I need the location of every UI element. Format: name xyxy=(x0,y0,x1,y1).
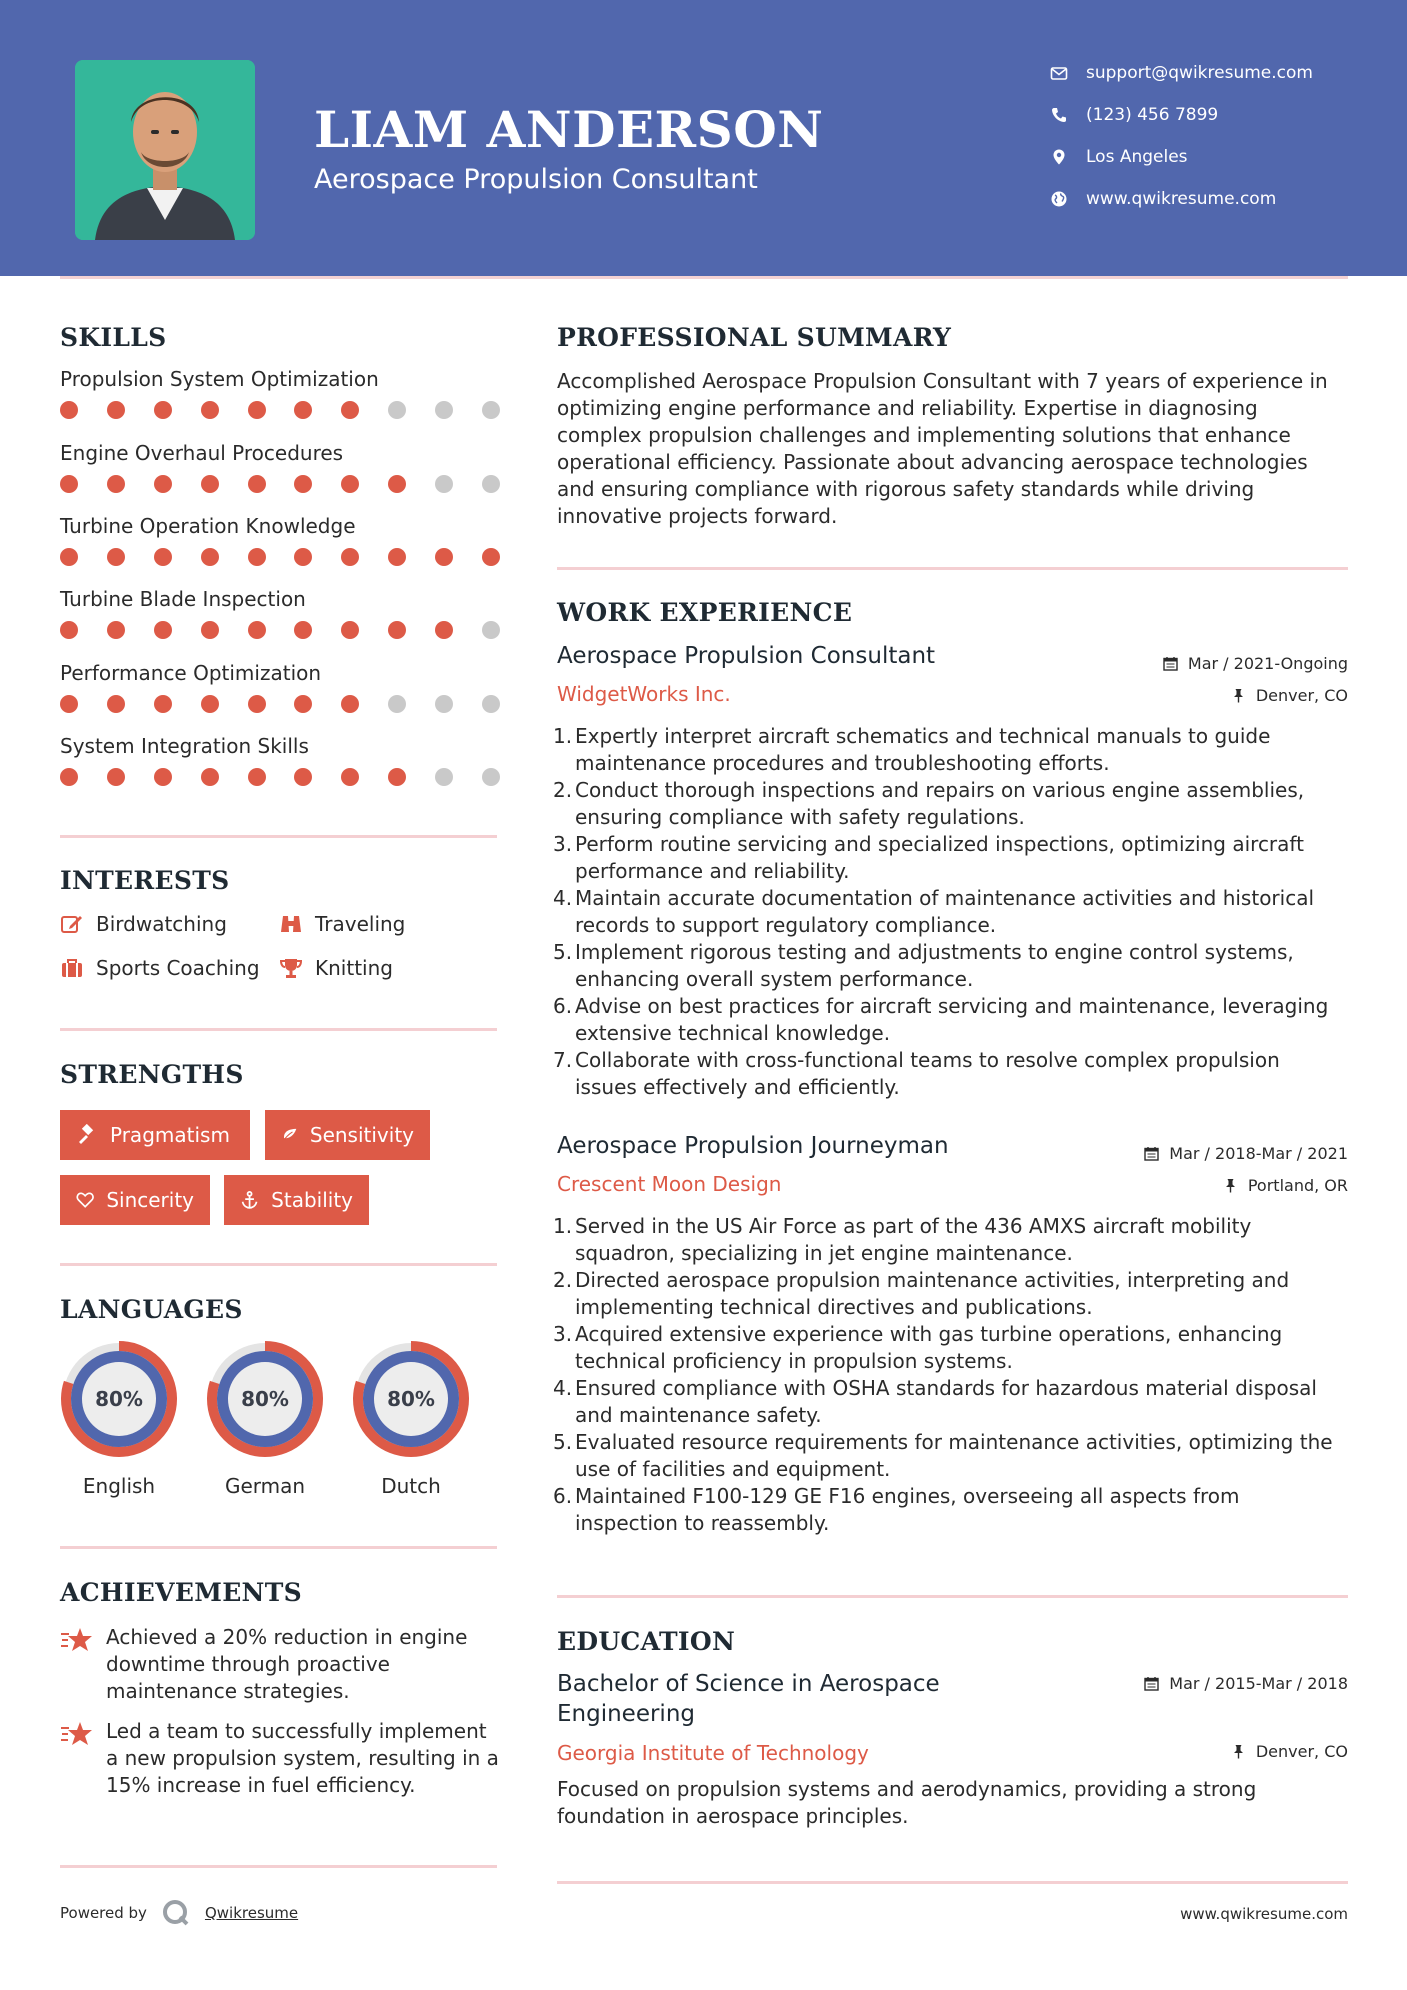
interest-label: Traveling xyxy=(315,912,406,936)
achievements-heading: ACHIEVEMENTS xyxy=(60,1578,302,1607)
job-location xyxy=(1231,686,1348,705)
skill-item xyxy=(60,734,500,786)
rating-dot-filled xyxy=(248,621,266,639)
contact-location xyxy=(1050,136,1390,178)
list-item-text: Implement rigorous testing and adjustments to engine control systems, enhancing overall system performance. xyxy=(575,940,1294,991)
rating-dot-filled xyxy=(294,475,312,493)
interests-heading: INTERESTS xyxy=(60,866,230,895)
job-title: Aerospace Propulsion Consultant xyxy=(557,643,936,669)
candidate-title: Aerospace Propulsion Consultant xyxy=(314,164,758,195)
interest-item xyxy=(279,912,405,936)
job-title: Aerospace Propulsion Journeyman xyxy=(557,1133,949,1159)
rating-dot-empty xyxy=(482,401,500,419)
pushpin-icon xyxy=(1231,1744,1246,1759)
section-divider xyxy=(60,1028,497,1031)
achievement-item xyxy=(60,1624,500,1705)
strength-tag xyxy=(60,1110,250,1160)
language-percent: 80% xyxy=(387,1387,435,1411)
candidate-name: LIAM ANDERSON xyxy=(314,100,824,159)
rating-dot-filled xyxy=(154,621,172,639)
calendar-icon xyxy=(1144,1676,1159,1691)
strength-label: Pragmatism xyxy=(110,1123,230,1147)
list-item: 2. Directed aerospace propulsion maintenance activities, interpreting and implementing technical directives and publications. xyxy=(553,1268,1290,1319)
rating-dot-filled xyxy=(388,475,406,493)
contact-website[interactable] xyxy=(1050,178,1390,220)
skill-item xyxy=(60,661,500,713)
strength-tag xyxy=(60,1175,210,1225)
rating-dot-filled xyxy=(107,768,125,786)
skills-heading: SKILLS xyxy=(60,323,167,352)
star-icon xyxy=(60,1626,94,1656)
interest-label: Birdwatching xyxy=(96,912,227,936)
rating-dot-filled xyxy=(201,475,219,493)
list-item: 3. Perform routine servicing and specialized inspections, optimizing aircraft performance and reliability. xyxy=(553,832,1304,883)
rating-dot-empty xyxy=(388,695,406,713)
rating-dot-filled xyxy=(107,401,125,419)
resume-header xyxy=(0,0,1407,276)
list-item: 2. Conduct thorough inspections and repairs on various engine assemblies, ensuring compliance with safety regulations. xyxy=(553,778,1305,829)
list-item-text: Ensured compliance with OSHA standards for hazardous material disposal and maintenance safety. xyxy=(575,1376,1317,1427)
star-icon xyxy=(60,1720,94,1750)
rating-dot-filled xyxy=(294,621,312,639)
school-name: Georgia Institute of Technology xyxy=(557,1741,869,1765)
education-location-text: Denver, CO xyxy=(1255,1742,1348,1761)
strength-label: Sensitivity xyxy=(309,1123,414,1147)
list-item: 1. Served in the US Air Force as part of the 436 AMXS aircraft mobility squadron, specializing in jet engine maintenance. xyxy=(553,1214,1252,1265)
list-item: 1. Expertly interpret aircraft schematics and technical manuals to guide maintenance procedures and troubleshooting efforts. xyxy=(553,724,1271,775)
skill-name: System Integration Skills xyxy=(60,734,309,758)
anchor-icon xyxy=(240,1189,259,1211)
education-heading: EDUCATION xyxy=(557,1627,736,1656)
achievement-text: Achieved a 20% reduction in engine downtime through proactive maintenance strategies. xyxy=(106,1625,468,1703)
job-dates xyxy=(1163,654,1348,673)
strength-tag xyxy=(265,1110,430,1160)
rating-dot-empty xyxy=(435,401,453,419)
rating-dot-filled xyxy=(388,768,406,786)
job-location-text: Portland, OR xyxy=(1247,1176,1348,1195)
rating-dot-filled xyxy=(60,768,78,786)
section-divider xyxy=(60,1546,497,1549)
profile-photo xyxy=(75,60,255,240)
contact-list xyxy=(1050,52,1390,220)
skill-rating xyxy=(60,695,500,713)
list-item-text: Maintain accurate documentation of maintenance activities and historical records to support regulatory compliance. xyxy=(575,886,1315,937)
brand-link[interactable]: Qwikresume xyxy=(204,1904,299,1922)
interest-item xyxy=(279,956,393,980)
achievement-text: Led a team to successfully implement a new propulsion system, resulting in a 15% increase in fuel efficiency. xyxy=(106,1719,499,1797)
degree-line-1: Bachelor of Science in Aerospace xyxy=(557,1671,940,1697)
section-divider xyxy=(557,567,1348,570)
interest-item xyxy=(60,956,260,980)
language-item xyxy=(58,1338,180,1498)
language-label: English xyxy=(82,1474,156,1498)
list-item-text: Expertly interpret aircraft schematics and technical manuals to guide maintenance procedures and troubleshooting efforts. xyxy=(575,724,1271,775)
rating-dot-filled xyxy=(107,475,125,493)
section-divider xyxy=(557,1881,1348,1884)
rating-dot-filled xyxy=(154,768,172,786)
list-item-text: Evaluated resource requirements for maintenance activities, optimizing the use of facilities and equipment. xyxy=(575,1430,1333,1481)
skill-rating xyxy=(60,621,500,639)
strengths-heading: STRENGTHS xyxy=(60,1060,244,1089)
job-responsibilities xyxy=(553,1213,1347,1537)
list-item-text: Advise on best practices for aircraft servicing and maintenance, leveraging extensive technical knowledge. xyxy=(575,994,1329,1045)
job-dates xyxy=(1144,1144,1348,1163)
language-percent: 80% xyxy=(241,1387,289,1411)
skill-name: Propulsion System Optimization xyxy=(60,367,379,391)
section-divider xyxy=(60,1263,497,1266)
rating-dot-empty xyxy=(482,695,500,713)
envelope-icon xyxy=(1050,64,1068,82)
job-company: Crescent Moon Design xyxy=(557,1172,782,1196)
skill-name: Turbine Operation Knowledge xyxy=(60,514,356,538)
rating-dot-empty xyxy=(482,768,500,786)
rating-dot-filled xyxy=(482,548,500,566)
rating-dot-empty xyxy=(388,401,406,419)
skill-rating xyxy=(60,768,500,786)
list-item-text: Conduct thorough inspections and repairs on various engine assemblies, ensuring compliance with safety regulations. xyxy=(575,778,1305,829)
rating-dot-filled xyxy=(201,621,219,639)
rating-dot-filled xyxy=(154,695,172,713)
skill-rating xyxy=(60,475,500,493)
job-location xyxy=(1223,1176,1348,1195)
section-divider xyxy=(557,1595,1348,1598)
heart-icon xyxy=(76,1189,94,1211)
rating-dot-empty xyxy=(482,475,500,493)
achievement-item xyxy=(60,1718,500,1799)
rating-dot-filled xyxy=(341,621,359,639)
rating-dot-filled xyxy=(154,401,172,419)
education-description: Focused on propulsion systems and aerodynamics, providing a strong foundation in aerospace principles. xyxy=(557,1777,1257,1828)
contact-email-text: support@qwikresume.com xyxy=(1086,63,1313,83)
rating-dot-filled xyxy=(248,548,266,566)
rating-dot-filled xyxy=(248,768,266,786)
rating-dot-filled xyxy=(201,401,219,419)
interest-label: Knitting xyxy=(315,956,393,980)
strength-tag xyxy=(224,1175,369,1225)
powered-by-text: Powered by xyxy=(60,1904,147,1922)
list-item: 5. Evaluated resource requirements for maintenance activities, optimizing the use of facilities and equipment. xyxy=(553,1430,1333,1481)
skill-name: Engine Overhaul Procedures xyxy=(60,441,344,465)
job-company: WidgetWorks Inc. xyxy=(557,682,731,706)
footer-website[interactable]: www.qwikresume.com xyxy=(1180,1905,1348,1923)
list-item-text: Directed aerospace propulsion maintenance activities, interpreting and implementing technical directives and publications. xyxy=(575,1268,1290,1319)
degree-line-2: Engineering xyxy=(557,1701,695,1727)
contact-email[interactable] xyxy=(1050,52,1390,94)
skill-rating xyxy=(60,401,500,419)
list-item: 4. Ensured compliance with OSHA standards for hazardous material disposal and maintenance safety. xyxy=(553,1376,1317,1427)
contact-location-text: Los Angeles xyxy=(1086,147,1188,167)
rating-dot-filled xyxy=(248,695,266,713)
list-item-text: Collaborate with cross-functional teams to resolve complex propulsion issues effectively and efficiently. xyxy=(575,1048,1280,1099)
rating-dot-filled xyxy=(60,621,78,639)
rating-dot-filled xyxy=(435,621,453,639)
globe-icon xyxy=(1050,190,1068,208)
rating-dot-empty xyxy=(435,695,453,713)
language-label: Dutch xyxy=(381,1474,441,1498)
education-dates-text: Mar / 2015-Mar / 2018 xyxy=(1169,1674,1348,1693)
rating-dot-empty xyxy=(435,768,453,786)
location-pin-icon xyxy=(1050,148,1068,166)
education-location xyxy=(1231,1742,1348,1761)
gavel-icon xyxy=(76,1124,98,1146)
education-dates xyxy=(1144,1674,1348,1693)
language-percent: 80% xyxy=(95,1387,143,1411)
qwikresume-logo-icon xyxy=(161,1898,191,1928)
pushpin-icon xyxy=(1231,688,1246,703)
rating-dot-filled xyxy=(201,548,219,566)
strength-label: Sincerity xyxy=(106,1188,194,1212)
rating-dot-filled xyxy=(388,548,406,566)
rating-dot-filled xyxy=(435,548,453,566)
rating-dot-filled xyxy=(201,695,219,713)
skill-item xyxy=(60,587,500,639)
rating-dot-filled xyxy=(60,475,78,493)
interest-label: Sports Coaching xyxy=(96,956,260,980)
rating-dot-filled xyxy=(341,401,359,419)
rating-dot-empty xyxy=(482,621,500,639)
rating-dot-filled xyxy=(107,695,125,713)
language-item xyxy=(350,1338,472,1498)
languages-heading: LANGUAGES xyxy=(60,1295,243,1324)
briefcase-icon xyxy=(60,956,84,980)
list-item: 7. Collaborate with cross-functional teams to resolve complex propulsion issues effectively and efficiently. xyxy=(553,1048,1280,1099)
footer-powered-by xyxy=(60,1898,298,1928)
binoculars-icon xyxy=(279,912,303,936)
list-item-text: Served in the US Air Force as part of the 436 AMXS aircraft mobility squadron, specializing in jet engine maintenance. xyxy=(575,1214,1252,1265)
section-divider xyxy=(60,835,497,838)
rating-dot-filled xyxy=(341,695,359,713)
strength-label: Stability xyxy=(271,1188,353,1212)
rating-dot-filled xyxy=(107,548,125,566)
list-item-text: Acquired extensive experience with gas turbine operations, enhancing technical proficiency in propulsion systems. xyxy=(575,1322,1283,1373)
job-location-text: Denver, CO xyxy=(1255,686,1348,705)
skill-item xyxy=(60,441,500,493)
rating-dot-filled xyxy=(294,548,312,566)
skill-item xyxy=(60,367,500,419)
section-divider xyxy=(60,1865,497,1868)
summary-heading: PROFESSIONAL SUMMARY xyxy=(557,323,952,352)
calendar-icon xyxy=(1163,656,1178,671)
skill-rating xyxy=(60,548,500,566)
contact-website-text: www.qwikresume.com xyxy=(1086,189,1277,209)
person-portrait-icon xyxy=(75,60,255,240)
phone-icon xyxy=(1050,106,1068,124)
rating-dot-filled xyxy=(107,621,125,639)
pushpin-icon xyxy=(1223,1178,1238,1193)
rating-dot-filled xyxy=(294,768,312,786)
leaf-icon xyxy=(281,1124,298,1146)
rating-dot-empty xyxy=(435,475,453,493)
list-item-text: Maintained F100-129 GE F16 engines, overseeing all aspects from inspection to reassembly. xyxy=(575,1484,1240,1535)
summary-text: Accomplished Aerospace Propulsion Consultant with 7 years of experience in optimizing engine performance and reliability. Expertise in diagnosing complex propulsion challenges and implementing solutions that enhance operational efficiency. Passionate about advancing aerospace technologies and ensuring compliance with rigorous safety standards while driving innovative projects forward. xyxy=(557,369,1328,528)
rating-dot-filled xyxy=(201,768,219,786)
skill-item xyxy=(60,514,500,566)
rating-dot-filled xyxy=(294,695,312,713)
job-dates-text: Mar / 2018-Mar / 2021 xyxy=(1169,1144,1348,1163)
rating-dot-filled xyxy=(388,621,406,639)
trophy-icon xyxy=(279,956,303,980)
contact-phone-text: (123) 456 7899 xyxy=(1086,105,1219,125)
rating-dot-filled xyxy=(60,695,78,713)
language-item xyxy=(204,1338,326,1498)
job-dates-text: Mar / 2021-Ongoing xyxy=(1187,654,1348,673)
language-label: German xyxy=(224,1474,306,1498)
list-item: 5. Implement rigorous testing and adjustments to engine control systems, enhancing overall system performance. xyxy=(553,940,1294,991)
rating-dot-filled xyxy=(294,401,312,419)
list-item: 6. Advise on best practices for aircraft servicing and maintenance, leveraging extensive technical knowledge. xyxy=(553,994,1329,1045)
rating-dot-filled xyxy=(341,768,359,786)
list-item: 6. Maintained F100-129 GE F16 engines, overseeing all aspects from inspection to reassembly. xyxy=(553,1484,1240,1535)
rating-dot-filled xyxy=(248,401,266,419)
experience-heading: WORK EXPERIENCE xyxy=(557,598,853,627)
skill-name: Turbine Blade Inspection xyxy=(60,587,306,611)
list-item: 3. Acquired extensive experience with gas turbine operations, enhancing technical proficiency in propulsion systems. xyxy=(553,1322,1283,1373)
rating-dot-filled xyxy=(248,475,266,493)
header-divider xyxy=(60,276,1348,279)
skill-name: Performance Optimization xyxy=(60,661,322,685)
rating-dot-filled xyxy=(154,475,172,493)
interest-item xyxy=(60,912,227,936)
pencil-square-icon xyxy=(60,912,84,936)
list-item-text: Perform routine servicing and specialized inspections, optimizing aircraft performance and reliability. xyxy=(575,832,1304,883)
contact-phone[interactable] xyxy=(1050,94,1390,136)
rating-dot-filled xyxy=(341,548,359,566)
rating-dot-filled xyxy=(60,548,78,566)
list-item: 4. Maintain accurate documentation of maintenance activities and historical records to support regulatory compliance. xyxy=(553,886,1315,937)
rating-dot-filled xyxy=(154,548,172,566)
rating-dot-filled xyxy=(341,475,359,493)
rating-dot-filled xyxy=(60,401,78,419)
calendar-icon xyxy=(1144,1146,1159,1161)
job-responsibilities xyxy=(553,723,1347,1101)
